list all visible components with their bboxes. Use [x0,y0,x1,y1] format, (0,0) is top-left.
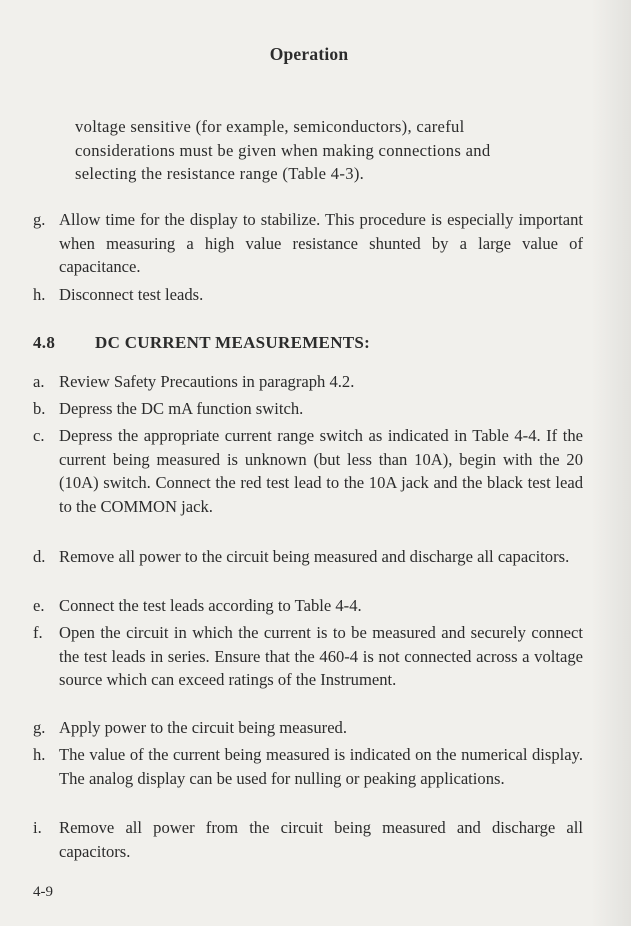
step-text: Connect the test leads according to Table 4-4. [59,596,362,615]
step-text: Allow time for the display to stabilize. This procedure is especially important when measuring a high value resistance shunted by a large value of capacitance. [59,210,583,276]
step-i [33,816,583,863]
step-label: g. [33,210,46,229]
step-label: a. [33,372,45,391]
step-text: Remove all power to the circuit being measured and discharge all capacitors. [59,547,570,566]
step-a [33,370,583,394]
page-edge-shadow [591,0,631,926]
step-text: Depress the DC mA function switch. [59,399,304,418]
page-number: 4-9 [33,884,53,900]
step-text: The value of the current being measured is indicated on the numerical display. The analog display can be used for nulling or peaking applications. [59,745,583,788]
step-text: Open the circuit in which the current is to be measured and securely connect the test leads in series. Ensure that the 460-4 is not connected across a voltage source which can exceed ratings of the Instrument. [59,623,583,689]
step-label: c. [33,426,45,445]
step-text: Disconnect test leads. [59,285,204,304]
step-label: h. [33,285,46,304]
step-h [33,743,583,790]
step-d [33,545,583,569]
step-text: Review Safety Precautions in paragraph 4.2. [59,372,355,391]
step-c [33,424,583,518]
step-text: Remove all power from the circuit being measured and discharge all capacitors. [59,818,583,861]
page-header: Operation [269,44,349,64]
step-text: Apply power to the circuit being measured. [59,718,348,737]
step-label: b. [33,399,46,418]
step-label: f. [33,623,43,642]
section-title: DC CURRENT MEASUREMENTS: [95,333,371,352]
step-label: h. [33,745,46,764]
section-number: 4.8 [33,333,56,352]
continuation-paragraph: voltage sensitive (for example, semiconductors), careful considerations must be given when making connections and selecting the resistance range (Table 4-3). [75,117,491,183]
step-g [33,716,583,740]
step-label: e. [33,596,45,615]
step-f [33,621,583,692]
step-h-top [33,283,583,307]
step-label: g. [33,718,46,737]
step-e [33,594,583,618]
step-g-top [33,208,583,279]
step-b [33,397,583,421]
step-label: i. [33,818,42,837]
step-label: d. [33,547,46,566]
step-text: Depress the appropriate current range switch as indicated in Table 4-4. If the current being measured is unknown (but less than 10A), begin with the 20 (10A) switch. Connect the red test lead to the 10A jack and the black test lead to the COMMON jack. [59,426,583,516]
